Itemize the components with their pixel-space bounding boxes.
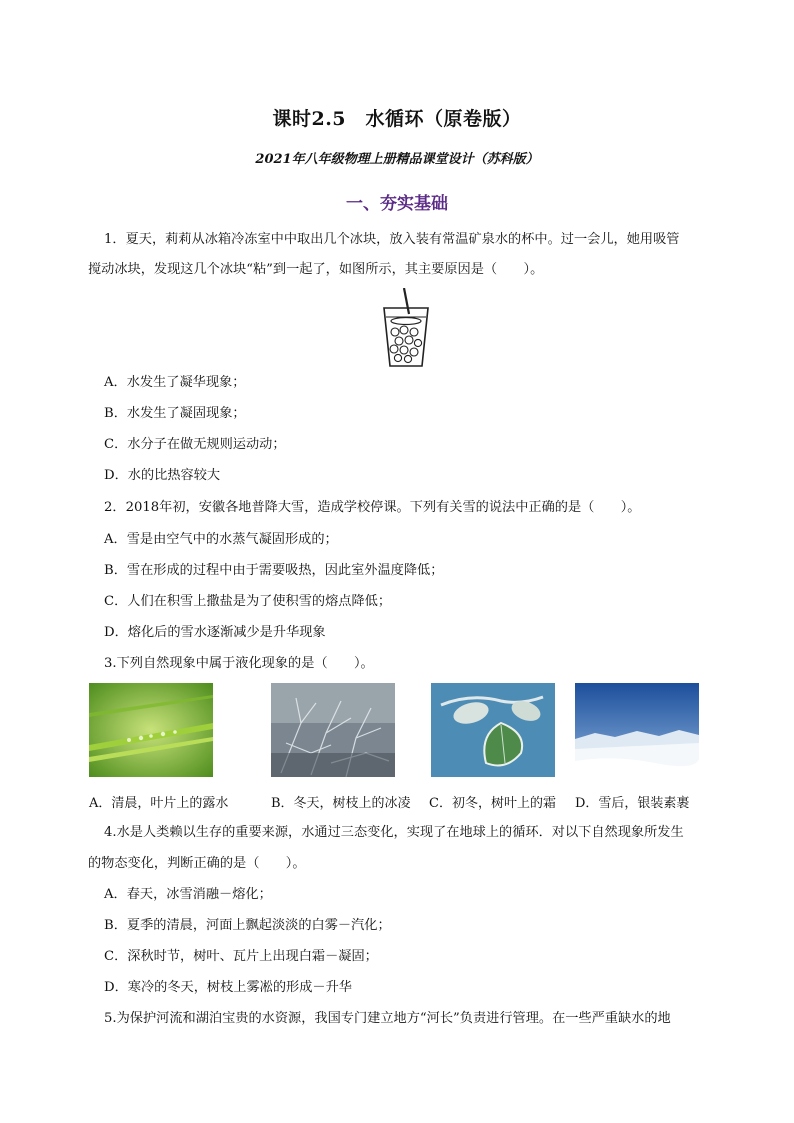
question-3-caption-b: B．冬天，树枝上的冰凌 (271, 796, 411, 811)
question-4-option-a: A．春天，冰雪消融－熔化； (104, 887, 272, 902)
question-1-option-d: D．水的比热容较大 (104, 468, 221, 483)
dew-on-leaves-photo (89, 683, 213, 777)
page-subtitle: 2021年八年级物理上册精品课堂设计（苏科版） (255, 152, 539, 167)
snow-landscape-photo (575, 683, 699, 777)
question-1-line-2: 搅动冰块，发现这几个冰块“粘”到一起了，如图所示，其主要原因是（ ）。 (88, 262, 544, 277)
page-title: 课时2.5 水循环（原卷版） (272, 108, 522, 130)
question-2-option-c: C．人们在积雪上撒盐是为了使积雪的熔点降低； (104, 594, 392, 609)
question-1-option-a: A．水发生了凝华现象； (104, 375, 246, 390)
question-4-line-1: 4.水是人类赖以生存的重要来源，水通过三态变化，实现了在地球上的循环．对以下自然现象所发生 (104, 825, 684, 840)
question-4-option-b: B．夏季的清晨，河面上飘起淡淡的白雾－汽化； (104, 918, 391, 933)
question-1-option-c: C．水分子在做无规则运动动； (104, 437, 286, 452)
question-2-option-b: B．雪在形成的过程中由于需要吸热，因此室外温度降低； (104, 563, 444, 578)
question-2-line-1: 2．2018年初，安徽各地普降大雪，造成学校停课。下列有关雪的说法中正确的是（ ）。 (104, 500, 641, 515)
question-3-line-1: 3.下列自然现象中属于液化现象的是（ ）。 (104, 656, 374, 671)
cup-with-ice-figure (378, 288, 434, 368)
question-3-caption-d: D．雪后，银装素裹 (575, 796, 690, 811)
frost-on-leaves-photo (431, 683, 555, 777)
question-2-option-a: A．雪是由空气中的水蒸气凝固形成的； (104, 532, 338, 547)
question-2-option-d: D．熔化后的雪水逐渐减少是升华现象 (104, 625, 326, 640)
question-4-option-c: C．深秋时节，树叶、瓦片上出现白霜－凝固； (104, 949, 378, 964)
ice-on-branches-photo (271, 683, 395, 777)
question-3-caption-c: C．初冬，树叶上的霜 (429, 796, 556, 811)
section-heading: 一、夯实基础 (346, 194, 448, 214)
question-1-option-b: B．水发生了凝固现象； (104, 406, 246, 421)
question-3-caption-a: A．清晨，叶片上的露水 (89, 796, 229, 811)
question-1-line-1: 1．夏天，莉莉从冰箱冷冻室中中取出几个冰块，放入装有常温矿泉水的杯中。过一会儿，她用吸管 (104, 232, 680, 247)
question-4-line-2: 的物态变化，判断正确的是（ ）。 (88, 856, 306, 871)
question-5-line-1: 5.为保护河流和湖泊宝贵的水资源，我国专门建立地方“河长”负责进行管理。在一些严重缺水的地 (104, 1011, 671, 1026)
question-4-option-d: D．寒冷的冬天，树枝上雾凇的形成－升华 (104, 980, 352, 995)
